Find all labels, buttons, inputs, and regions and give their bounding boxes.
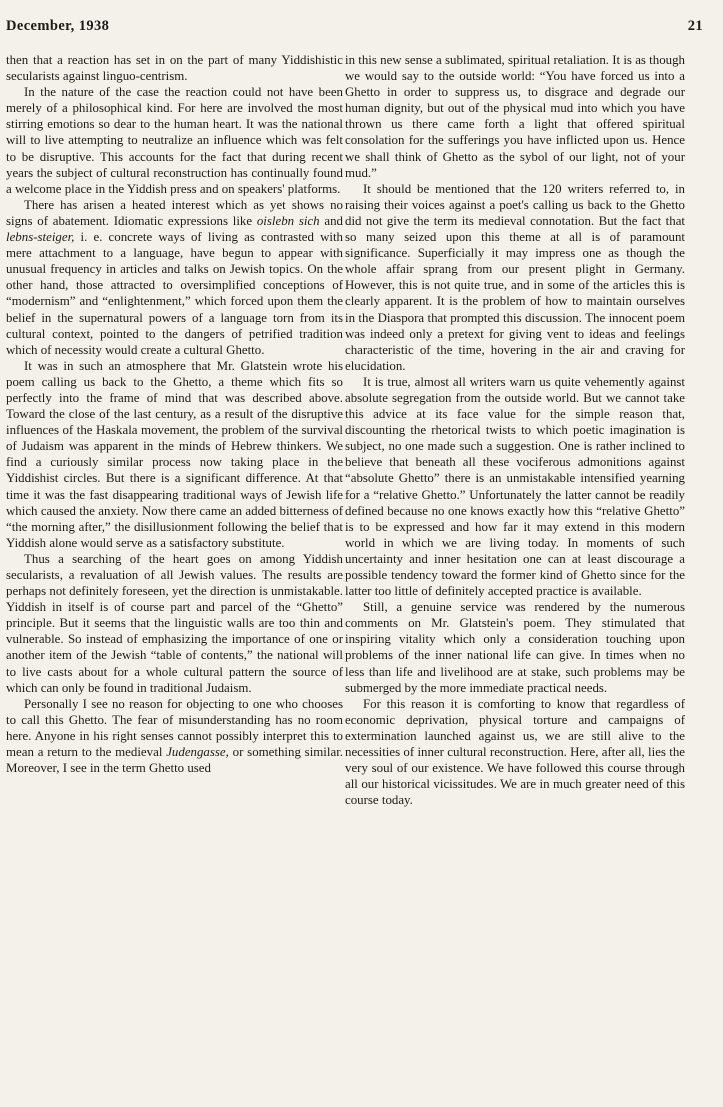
- paragraph: [6, 358, 343, 551]
- paragraph-text: Personally I see no reason for objecting to one who chooses to call this Ghetto. The fear of misunderstanding has no room here. Anyone in his right senses cannot possibly interpret this to mean a return to the medieval: [6, 696, 343, 760]
- paragraph: [6, 84, 343, 197]
- paragraph-text: then that a reaction has set in on the part of many Yiddishistic secularists against linguo-centrism.: [6, 53, 343, 84]
- paragraph: [345, 374, 685, 599]
- paragraph-text: In the nature of the case the reaction could not have been merely of a philosophical kind. For here are involved the most stirring emotions so dear to the human heart. It was the national will to live attempting to neutralize an influence which was felt to be disruptive. This accounts for the fact that during recent years the subject of cultural reconstruction has continually found a welcome place in the Yiddish press and on speakers' platforms.: [6, 85, 343, 196]
- italic-term: oislebn sich: [256, 213, 320, 228]
- left-column: [6, 52, 343, 776]
- paragraph: [345, 52, 685, 181]
- paragraph: [6, 696, 343, 776]
- paragraph-text: It should be mentioned that the 120 writers referred to, in raising their voices against a poet's calling us back to the Ghetto did not give the term its medieval connotation. But the fact that so many seized upon this theme at all is of paramount significance. Superficially it may impress one as though the whole affair sprang from our present plight in Germany. However, this is not quite true, and in some of the articles this is clearly apparent. It is the problem of how to maintain ourselves in the Diaspora that prompted this discussion. The innocent poem was indeed only a pretext for giving vent to ideas and feelings characteristic of the time, hovering in the air and craving for elucidation.: [345, 181, 685, 373]
- paragraph: [6, 52, 343, 84]
- paragraph-text: For this reason it is comforting to know that regardless of economic deprivation, physical torture and campaigns of extermination launched against us, we are still alive to the necessities of inner cultural reconstruction. Here, after all, lies the very soul of our existence. We have followed this course through all our historical vicissitudes. We are in much greater need of this course today.: [345, 696, 685, 808]
- paragraph-text: There has arisen a heated interest which as yet shows no signs of abatement. Idiomatic expressions like: [6, 197, 343, 228]
- header-year: 1938: [78, 18, 110, 34]
- paragraph-text: It is true, almost all writers warn us quite vehemently against absolute segregation from the outside world. But we cannot take this advice at its face value for the simple reason that, discounting the rhetorical twists to which poetic imagination is subject, no one made such a suggestion. One is rather inclined to believe that beneath all these vociferous admonitions against “absolute Ghetto” there is an unmistakable intensified yearning for a “relative Ghetto.” Unfortunately the latter cannot be readily defined because no one knows exactly how this “relative Ghetto” is to be expressed and how far it may extend in this modern world in which we are living today. In moments of such uncertainty and inner hesitation one can at least discourage a possible tendency toward the former kind of Ghetto since for the latter too little of definitely accepted practice is available.: [345, 374, 685, 599]
- paragraph: [345, 696, 685, 809]
- paragraph: [345, 181, 685, 374]
- paragraph: [6, 551, 343, 696]
- paragraph-text: i. e. concrete ways of living as contrasted with mere attachment to a language, have begun to appear with unusual frequency in articles and talks on Jewish topics. On the other hand, those attracted to oversimplified conceptions of “modernism” and “enlightenment,” which forced upon them the belief in the supernatural powers of a language torn from its cultural context, pointed to the dangers of petrified tradition which of necessity would create a cultural Ghetto.: [6, 230, 343, 357]
- paragraph: [345, 599, 685, 696]
- italic-term: lebns-steiger,: [6, 230, 75, 245]
- italic-term: Judengasse,: [166, 745, 229, 760]
- right-column: [345, 52, 685, 808]
- paragraph: [6, 197, 343, 358]
- paragraph-text: It was in such an atmosphere that Mr. Glatstein wrote his poem calling us back to the Ghetto, a theme which fits so perfectly into the frame of mind that was described above. Toward the close of the last century, as a result of the disruptive influences of the Haskala movement, the problem of the survival of Judaism was apparent in the minds of Hebrew thinkers. We find a curiously similar process now taking place in the Yiddishist circles. But there is a significant difference. At that time it was the fast disappearing traditional ways of Jewish life which caused the anxiety. Now there came an added bitterness of “the morning after,” the disillusionment following the belief that Yiddish alone would serve as a satisfactory substitute.: [6, 358, 343, 550]
- running-header: [6, 18, 703, 40]
- header-date: [6, 18, 109, 35]
- paragraph-text: Still, a genuine service was rendered by the numerous comments on Mr. Glatstein's poem. They stimulated that inspiring vitality which only a consideration touching upon problems of the inner national life can give. In times when no less than life and livelihood are at stake, such problems may be submerged by the more immediate practical needs.: [345, 600, 685, 695]
- page-number: 21: [687, 18, 703, 34]
- paragraph-text: Thus a searching of the heart goes on among Yiddish secularists, a revaluation of all Jewish values. The results are perhaps not definitely foreseen, yet the direction is unmistakable. Yiddish in itself is of course part and parcel of the “Ghetto” principle. But it seems that the linguistic walls are too thin and vulnerable. So instead of emphasizing the importance of one or another item of the Jewish “table of contents,” the national will to live casts about for a whole cultural pattern the source of which can only be found in traditional Judaism.: [6, 551, 343, 695]
- header-month: December,: [6, 18, 75, 34]
- paragraph-text: in this new sense a sublimated, spiritual retaliation. It is as though we would say to the outside world: “You have forced us into a Ghetto in order to suppress us, to disgrace and degrade our human dignity, but out of the physical mud into which you have thrown us there came forth a light that offered spiritual consolation for the sufferings you have inflicted upon us. Hence we shall think of Ghetto as the sybol of our light, not of your mud.”: [345, 53, 685, 180]
- paragraph-text: and: [319, 213, 343, 228]
- paragraph-text: or something similar. Moreover, I see in the term Ghetto used: [6, 745, 343, 776]
